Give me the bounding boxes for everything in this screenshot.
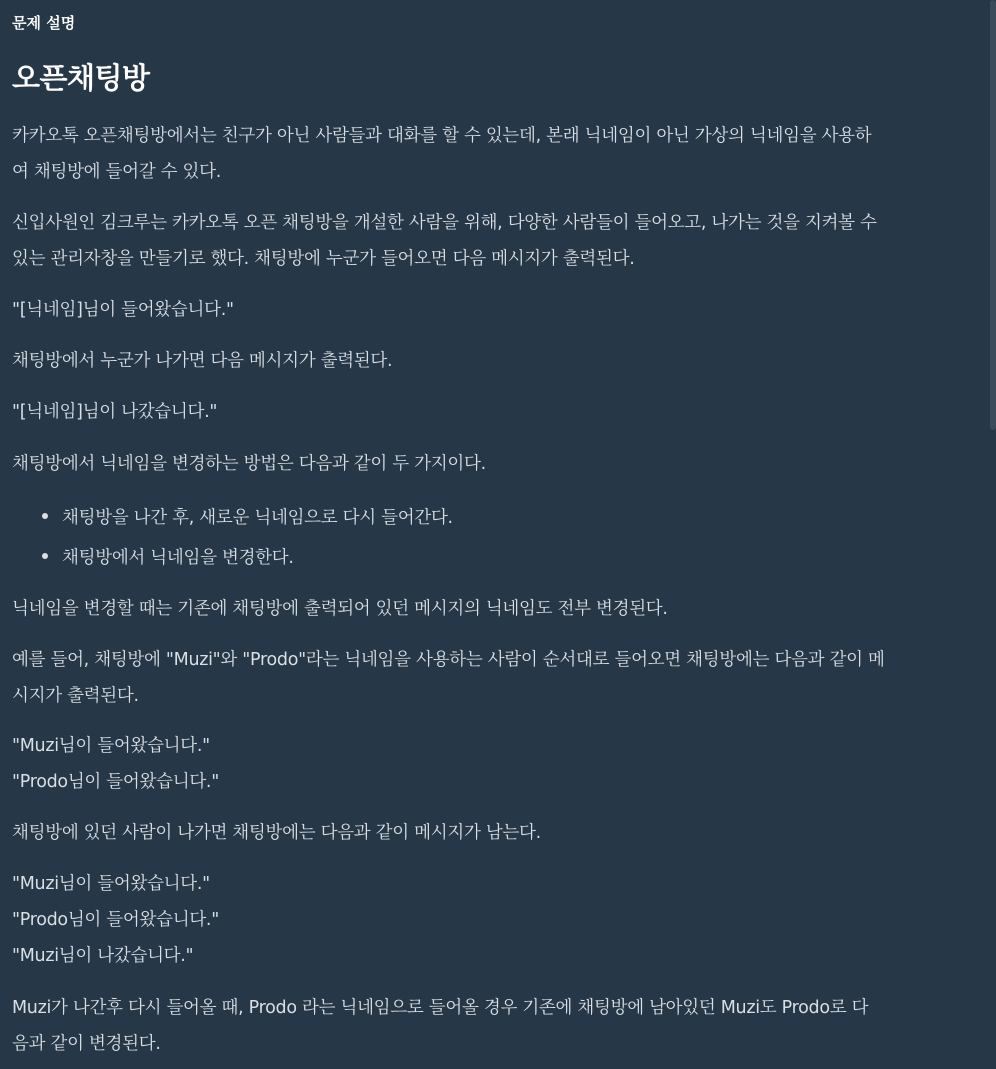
paragraph-rejoin (12, 990, 972, 1062)
quote-line: "Muzi님이 들어왔습니다." (12, 736, 210, 756)
bullet-icon (42, 513, 48, 519)
section-label: 문제 설명 (12, 14, 76, 32)
quote-leave-messages (12, 866, 972, 974)
bullet-icon (42, 553, 48, 559)
list-item (42, 500, 453, 536)
quote-leave-message: "[닉네임]님이 나갔습니다." (12, 402, 218, 422)
paragraph-scenario (12, 205, 972, 277)
list-item-text: 채팅방을 나간 후, 새로운 닉네임으로 다시 들어간다. (62, 508, 453, 528)
quote-line: "Prodo님이 들어왔습니다." (12, 910, 219, 930)
list-item (42, 540, 294, 576)
paragraph-example (12, 642, 972, 714)
paragraph-methods: 채팅방에서 닉네임을 변경하는 방법은 다음과 같이 두 가지이다. (12, 454, 486, 474)
quote-line: "Prodo님이 들어왔습니다." (12, 772, 219, 792)
paragraph-leave-example: 채팅방에 있던 사람이 나가면 채팅방에는 다음과 같이 메시지가 남는다. (12, 823, 541, 843)
paragraph-leave: 채팅방에서 누군가 나가면 다음 메시지가 출력된다. (12, 351, 393, 371)
paragraph-line: 시지가 출력된다. (12, 686, 139, 706)
paragraph-line: 음과 같이 변경된다. (12, 1034, 161, 1054)
paragraph-line: Muzi가 나간후 다시 들어올 때, Prodo 라는 닉네임으로 들어올 경우 기존에 채팅방에 남아있던 Muzi도 Prodo로 다 (12, 998, 869, 1018)
paragraph-line: 카카오톡 오픈채팅방에서는 친구가 아닌 사람들과 대화를 할 수 있는데, 본래 닉네임이 아닌 가상의 닉네임을 사용하 (12, 126, 872, 146)
quote-line: "Muzi님이 나갔습니다." (12, 946, 194, 966)
quote-enter-message: "[닉네임]님이 들어왔습니다." (12, 300, 234, 320)
quote-line: "Muzi님이 들어왔습니다." (12, 874, 210, 894)
paragraph-line: 신입사원인 김크루는 카카오톡 오픈 채팅방을 개설한 사람을 위해, 다양한 사람들이 들어오고, 나가는 것을 지켜볼 수 (12, 213, 877, 233)
paragraph-line: 있는 관리자창을 만들기로 했다. 채팅방에 누군가 들어오면 다음 메시지가 출력된다. (12, 249, 635, 269)
quote-example-messages (12, 728, 972, 800)
paragraph-line: 예를 들어, 채팅방에 "Muzi"와 "Prodo"라는 닉네임을 사용하는 사람이 순서대로 들어오면 채팅방에는 다음과 같이 메 (12, 650, 885, 670)
page-title: 오픈채팅방 (12, 61, 150, 95)
paragraph-line: 여 채팅방에 들어갈 수 있다. (12, 162, 221, 182)
list-item-text: 채팅방에서 닉네임을 변경한다. (62, 548, 294, 568)
paragraph-nickname-change: 닉네임을 변경할 때는 기존에 채팅방에 출력되어 있던 메시지의 닉네임도 전부 변경된다. (12, 599, 668, 619)
scrollbar[interactable] (990, 0, 996, 430)
paragraph-intro (12, 118, 972, 190)
